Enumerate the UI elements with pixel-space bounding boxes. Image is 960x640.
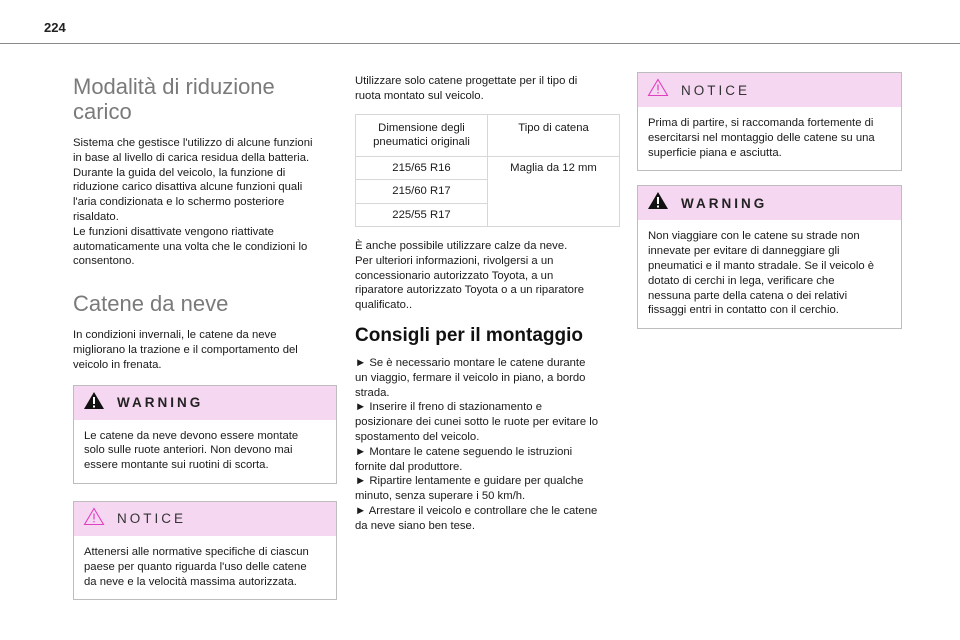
warning-triangle-icon	[647, 191, 669, 215]
text-line: l'aria condizionata e lo schermo posteriore	[73, 196, 285, 209]
column-middle	[355, 74, 620, 540]
warning-triangle-icon	[83, 391, 105, 415]
text-line: Per ulteriori informazioni, rivolgersi a un	[355, 254, 554, 267]
tire-size-cell: 215/65 R16	[356, 156, 488, 180]
text-line: Prima di partire, si raccomanda fortemente di	[648, 117, 874, 129]
text-line: È anche possibile utilizzare calze da neve.	[355, 240, 568, 253]
text-line: consentono.	[73, 255, 135, 268]
warning-box	[73, 385, 337, 484]
notice-body	[74, 536, 336, 599]
notice-title: NOTICE	[681, 82, 751, 98]
warning-title: WARNING	[681, 195, 768, 211]
text-line: fornite dal produttore.	[355, 460, 463, 473]
notice-box	[73, 501, 337, 600]
warning-box-header	[638, 186, 901, 220]
text-line: Non viaggiare con le catene su strade non	[648, 230, 860, 243]
text-line: ► Arrestare il veicolo e controllare che le catene	[355, 505, 598, 518]
column-left	[73, 60, 337, 614]
text-line: dotato di cerchi in lega, verificare che	[648, 274, 835, 287]
notice-triangle-icon	[83, 507, 105, 531]
notice-triangle-icon	[647, 78, 669, 102]
text-line: concessionario autorizzato Toyota, a un	[355, 269, 554, 282]
tire-size-cell: 225/55 R17	[356, 203, 488, 227]
text-line: fissaggi entri in contatto con il cerchio.	[648, 304, 839, 317]
text-line: pneumatici originali	[373, 136, 470, 149]
table-header-chain-type: Tipo di catena	[488, 114, 620, 156]
chain-table	[355, 114, 620, 228]
text-line: Attenersi alle normative specifiche di ciascun	[84, 545, 309, 558]
text-line: spostamento del veicolo.	[355, 431, 480, 444]
text-line: Le catene da neve devono essere montate	[84, 429, 299, 442]
heading-line: carico	[73, 99, 132, 124]
warning-body	[74, 420, 336, 483]
page-number: 224	[44, 20, 66, 35]
text-line: da neve siano ben tese.	[355, 519, 475, 532]
chain-type-cell: Maglia da 12 mm	[488, 156, 620, 227]
text-line: innevate per evitare di danneggiare gli	[648, 245, 840, 258]
heading-line: Modalità di riduzione	[73, 74, 275, 99]
text-line: in base al livello di carica residua della batteria.	[73, 151, 310, 164]
text-line: paese per quanto riguarda l'uso delle catene	[84, 560, 307, 573]
warning-body	[638, 220, 901, 328]
snow-socks-text	[355, 239, 620, 313]
text-line: solo sulle ruote anteriori. Non devono mai	[84, 444, 293, 457]
notice-title: NOTICE	[117, 511, 187, 527]
text-line: migliorano la trazione e il comportamento del	[73, 343, 298, 356]
notice-box	[637, 72, 902, 171]
text-line: un viaggio, fermare il veicolo in piano, a bordo	[355, 371, 586, 384]
mounting-tips-text	[355, 356, 620, 534]
heading-snow-chains: Catene da neve	[73, 291, 229, 317]
text-line: strada.	[355, 386, 390, 399]
text-line: risaldato.	[73, 210, 119, 223]
warning-box	[637, 185, 902, 329]
header-rule	[0, 43, 960, 44]
text-line: posizionare dei cunei sotto le ruote per evitare lo	[355, 416, 599, 429]
text-line: qualificato..	[355, 299, 413, 312]
table-header-tire-size	[356, 114, 488, 156]
text-line: nessuna parte della catena o dei relativi	[648, 289, 848, 302]
text-line: In condizioni invernali, le catene da neve	[73, 329, 277, 342]
notice-body	[638, 107, 901, 170]
notice-box-header	[74, 502, 336, 536]
text-line: Dimensione degli	[378, 121, 465, 134]
table-header-row	[356, 114, 620, 156]
text-line: ► Inserire il freno di stazionamento e	[355, 401, 542, 414]
notice-box-header	[638, 73, 901, 107]
load-reduction-text	[73, 136, 337, 269]
warning-box-header	[74, 386, 336, 420]
text-line: veicolo in frenata.	[73, 358, 162, 371]
text-line: ► Se è necessario montare le catene durante	[355, 357, 586, 370]
heading-mounting-tips: Consigli per il montaggio	[355, 325, 583, 347]
text-line: Utilizzare solo catene progettate per il tipo di	[355, 75, 578, 87]
text-line: superficie piana e asciutta.	[648, 146, 782, 159]
text-line: ► Montare le catene seguendo le istruzioni	[355, 445, 573, 458]
text-line: ► Ripartire lentamente e guidare per qualche	[355, 475, 584, 488]
snow-chains-text	[73, 328, 337, 372]
warning-title: WARNING	[117, 395, 204, 411]
text-line: riparatore autorizzato Toyota o a un riparatore	[355, 284, 584, 297]
text-line: da neve e la velocità massima autorizzata.	[84, 575, 297, 588]
text-line: esercitarsi nel montaggio delle catene su una	[648, 131, 875, 144]
text-line: Durante la guida del veicolo, la funzione di	[73, 166, 286, 179]
text-line: pneumatici e il manto stradale. Se il veicolo è	[648, 259, 875, 272]
text-line: automaticamente una volta che le condizioni lo	[73, 240, 308, 253]
text-line: essere montante sui ruotini di scorta.	[84, 459, 269, 472]
text-line: minuto, senza superare i 50 km/h.	[355, 490, 526, 503]
text-line: ruota montato sul veicolo.	[355, 89, 484, 102]
heading-load-reduction	[73, 74, 337, 124]
text-line: Sistema che gestisce l'utilizzo di alcune funzioni	[73, 137, 313, 149]
text-line: riduzione carico disattiva alcune funzioni quali	[73, 181, 303, 194]
chains-intro-text	[355, 74, 620, 104]
table-row	[356, 156, 620, 180]
tire-size-cell: 215/60 R17	[356, 180, 488, 204]
column-right	[637, 72, 902, 343]
text-line: Le funzioni disattivate vengono riattivate	[73, 225, 274, 238]
